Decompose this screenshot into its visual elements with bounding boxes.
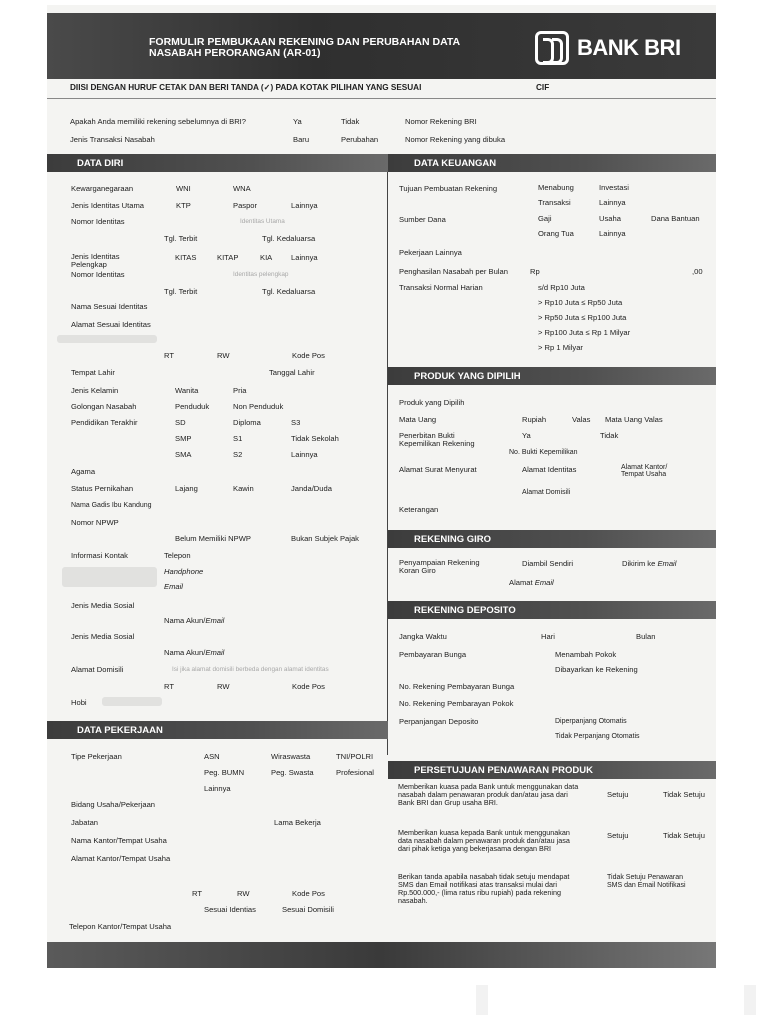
option-janda-duda[interactable]: Janda/Duda — [291, 484, 332, 493]
kode-pos-kantor-label: Kode Pos — [292, 889, 325, 898]
option-setuju-2[interactable]: Setuju — [607, 831, 629, 840]
option-kitap[interactable]: KITAP — [217, 253, 239, 262]
option-usaha[interactable]: Usaha — [599, 214, 621, 223]
option-transaksi-5[interactable]: > Rp 1 Milyar — [538, 343, 583, 352]
section-data-pekerjaan — [47, 721, 388, 739]
sen-label: ,00 — [692, 267, 703, 276]
nama-akun-2-email: Email — [205, 648, 225, 657]
option-penerbitan-ya[interactable]: Ya — [522, 431, 531, 440]
jenis-identitas-pelengkap-line1: Jenis Identitas — [71, 252, 120, 261]
section-title: DATA DIRI — [77, 158, 124, 169]
rt-domisili-label: RT — [164, 682, 174, 691]
has-account-tidak[interactable]: Tidak — [341, 117, 360, 126]
nama-sesuai-identitas-label: Nama Sesuai Identitas — [71, 302, 148, 311]
option-pekerjaan-lainnya[interactable]: Lainnya — [204, 784, 231, 793]
option-diperpanjang[interactable]: Diperpanjang Otomatis — [555, 718, 627, 725]
dikirim-ke-text: Dikirim ke — [622, 559, 658, 568]
nomor-identitas-pelengkap-label: Nomor Identitas — [71, 270, 125, 279]
kewarganegaraan-label: Kewarganegaraan — [71, 184, 134, 193]
penyampaian-label — [399, 559, 480, 575]
alamat-email-text: Email — [534, 578, 554, 587]
column-divider — [387, 155, 388, 755]
pembayaran-bunga-label: Pembayaran Bunga — [399, 650, 467, 659]
section-deposito — [388, 601, 716, 619]
option-paspor[interactable]: Paspor — [233, 201, 258, 210]
penerbitan-line2: Kepemilikan Rekening — [399, 439, 475, 448]
tempat-lahir-label: Tempat Lahir — [71, 368, 115, 377]
section-title: DATA PEKERJAAN — [77, 725, 163, 736]
bri-logo-icon — [535, 31, 569, 65]
jangka-waktu-label: Jangka Waktu — [399, 632, 447, 641]
golongan-nasabah-label: Golongan Nasabah — [71, 402, 137, 411]
tgl-terbit-pelengkap-label: Tgl. Terbit — [164, 287, 198, 296]
sumber-dana-label: Sumber Dana — [399, 215, 446, 224]
option-gaji[interactable]: Gaji — [538, 214, 552, 223]
option-valas[interactable]: Valas — [572, 415, 591, 424]
section-persetujuan — [388, 761, 716, 779]
option-tidak-sekolah[interactable]: Tidak Sekolah — [291, 434, 339, 443]
footer-band — [47, 942, 716, 968]
kode-pos-label: Kode Pos — [292, 351, 325, 360]
alamat-text: Alamat — [509, 578, 535, 587]
identitas-pelengkap-hint: Identitas pelengkap — [233, 271, 289, 278]
penyampaian-line1: Penyampaian Rekening — [399, 558, 480, 567]
kode-pos-domisili-label: Kode Pos — [292, 682, 325, 691]
option-tidak-diperpanjang[interactable]: Tidak Perpanjang Otomatis — [555, 733, 640, 740]
bidang-usaha-label: Bidang Usaha/Pekerjaan — [71, 800, 156, 809]
penerbitan-line1: Penerbitan Bukti — [399, 431, 455, 440]
transaksi-normal-label: Transaksi Normal Harian — [399, 283, 483, 292]
option-kawin[interactable]: Kawin — [233, 484, 254, 493]
mata-uang-label: Mata Uang — [399, 415, 437, 424]
tidak-setuju-notif-line1: Tidak Setuju Penawaran — [607, 874, 684, 881]
option-bukan-subjek-pajak[interactable]: Bukan Subjek Pajak — [291, 534, 359, 543]
option-diambil-sendiri[interactable]: Diambil Sendiri — [522, 559, 574, 568]
option-dana-bantuan[interactable]: Dana Bantuan — [651, 214, 700, 223]
option-sesuai-domisili[interactable]: Sesuai Domisili — [282, 905, 334, 914]
option-menambah-pokok[interactable]: Menambah Pokok — [555, 650, 617, 659]
nama-akun-2-text: Nama Akun/ — [164, 648, 206, 657]
alamat-surat-label: Alamat Surat Menyurat — [399, 465, 477, 474]
option-tidak-setuju-2[interactable]: Tidak Setuju — [663, 831, 705, 840]
rt-kantor-label: RT — [192, 889, 202, 898]
option-wiraswasta[interactable]: Wiraswasta — [271, 752, 311, 761]
header-banner — [47, 13, 716, 79]
section-title: DATA KEUANGAN — [414, 158, 497, 169]
option-rupiah[interactable]: Rupiah — [522, 415, 547, 424]
email-label: Email — [164, 582, 183, 591]
has-account-question: Apakah Anda memiliki rekening sebelumnya di BRI? — [70, 117, 247, 126]
rp-label: Rp — [530, 267, 540, 276]
option-smp[interactable]: SMP — [175, 434, 192, 443]
keterangan-label: Keterangan — [399, 505, 439, 514]
option-peg-bumn[interactable]: Peg. BUMN — [204, 768, 245, 777]
form-title-line1: FORMULIR PEMBUKAAN REKENING DAN PERUBAHAN DATA — [149, 36, 461, 48]
scan-artifact — [744, 985, 756, 1015]
option-asn[interactable]: ASN — [204, 752, 220, 761]
option-transaksi-3[interactable]: > Rp50 Juta ≤ Rp100 Juta — [538, 313, 627, 322]
jabatan-label: Jabatan — [71, 818, 99, 827]
bank-name: BANK BRI — [577, 35, 681, 60]
tipe-pekerjaan-label: Tipe Pekerjaan — [71, 752, 122, 761]
lama-bekerja-label: Lama Bekerja — [274, 818, 321, 827]
agama-label: Agama — [71, 467, 96, 476]
section-title: REKENING DEPOSITO — [414, 605, 516, 616]
bri-logo — [535, 31, 681, 65]
rt-label: RT — [164, 351, 174, 360]
alamat-domisili-hint: Isi jika alamat domisili berbeda dengan alamat identitas — [172, 666, 329, 673]
nama-gadis-ibu-label: Nama Gadis Ibu Kandung — [71, 502, 152, 509]
jenis-media-sosial-2-label: Jenis Media Sosial — [71, 632, 135, 641]
tidak-setuju-notif-line2: SMS dan Email Notifikasi — [607, 882, 686, 889]
option-wanita[interactable]: Wanita — [175, 386, 199, 395]
option-transaksi-4[interactable]: > Rp100 Juta ≤ Rp 1 Milyar — [538, 328, 631, 337]
section-data-keuangan — [388, 154, 716, 172]
status-pernikahan-label: Status Pernikahan — [71, 484, 134, 493]
option-profesional[interactable]: Profesional — [336, 768, 374, 777]
jenis-identitas-utama-label: Jenis Identitas Utama — [71, 201, 145, 210]
handphone-label: Handphone — [164, 567, 204, 576]
option-belum-npwp[interactable]: Belum Memiliki NPWP — [175, 534, 251, 543]
instruction-text: DIISI DENGAN HURUF CETAK DAN BERI TANDA (✓) PADA KOTAK PILIHAN YANG SESUAI — [70, 83, 422, 92]
option-lajang[interactable]: Lajang — [175, 484, 198, 493]
form-title-line2: NASABAH PERORANGAN (AR-01) — [149, 47, 321, 59]
scan-smudge — [62, 567, 157, 587]
jenis-media-sosial-label: Jenis Media Sosial — [71, 601, 135, 610]
option-dikirim-email[interactable] — [622, 559, 676, 568]
option-sma[interactable]: SMA — [175, 450, 192, 459]
hari-label: Hari — [541, 632, 555, 641]
option-tidak-setuju-1[interactable]: Tidak Setuju — [663, 790, 705, 799]
tgl-kedaluarsa-pelengkap-label: Tgl. Kedaluarsa — [262, 287, 316, 296]
option-penduduk[interactable]: Penduduk — [175, 402, 210, 411]
pendidikan-terakhir-label: Pendidikan Terakhir — [71, 418, 138, 427]
telepon-kantor-label: Telepon Kantor/Tempat Usaha — [69, 922, 172, 931]
dikirim-email-text: Email — [657, 559, 677, 568]
option-wni[interactable]: WNI — [176, 184, 191, 193]
option-wna[interactable]: WNA — [233, 184, 251, 193]
mata-uang-valas-label: Mata Uang Valas — [605, 415, 663, 424]
option-diploma[interactable]: Diploma — [233, 418, 261, 427]
option-peg-swasta[interactable]: Peg. Swasta — [271, 768, 314, 777]
option-sesuai-identias[interactable]: Sesuai Identias — [204, 905, 256, 914]
persetujuan-text-2: Memberikan kuasa kepada Bank untuk menggunakan data nasabah dalam penawaran produk dan/atau jasa dari pihak ketiga yang bekerjasama dengan BRI — [398, 828, 570, 853]
cif-label: CIF — [536, 83, 550, 92]
telepon-label: Telepon — [164, 551, 191, 560]
nama-akun-2-label — [164, 648, 224, 657]
scan-smudge — [57, 335, 157, 343]
nomor-identitas-label: Nomor Identitas — [71, 217, 125, 226]
alamat-kantor-label: Alamat Kantor/Tempat Usaha — [71, 854, 171, 863]
penerbitan-label — [399, 432, 475, 448]
rw-domisili-label: RW — [217, 682, 230, 691]
no-rek-bunga-label: No. Rekening Pembayaran Bunga — [399, 682, 515, 691]
identitas-utama-hint: Identitas Utama — [240, 218, 285, 225]
tujuan-label: Tujuan Pembuatan Rekening — [399, 184, 498, 193]
option-transaksi-1[interactable]: s/d Rp10 Juta — [538, 283, 585, 292]
option-alamat-identitas[interactable]: Alamat Identitas — [522, 465, 577, 474]
section-data-diri — [47, 154, 388, 172]
tgl-kedaluarsa-label: Tgl. Kedaluarsa — [262, 234, 316, 243]
rw-label: RW — [217, 351, 230, 360]
option-non-penduduk[interactable]: Non Penduduk — [233, 402, 284, 411]
nama-akun-text: Nama Akun/ — [164, 616, 206, 625]
option-sd[interactable]: SD — [175, 418, 186, 427]
nomor-npwp-label: Nomor NPWP — [71, 518, 119, 527]
option-investasi[interactable]: Investasi — [599, 183, 629, 192]
transaksi-perubahan[interactable]: Perubahan — [341, 135, 379, 144]
option-orang-tua[interactable]: Orang Tua — [538, 229, 574, 238]
option-menabung[interactable]: Menabung — [538, 183, 574, 192]
option-tidak-setuju-notifikasi[interactable] — [607, 874, 686, 890]
scan-artifact — [476, 985, 488, 1015]
option-transaksi-2[interactable]: > Rp10 Juta ≤ Rp50 Juta — [538, 298, 623, 307]
option-penerbitan-tidak[interactable]: Tidak — [600, 431, 619, 440]
bulan-label: Bulan — [636, 632, 656, 641]
section-giro — [388, 530, 716, 548]
option-setuju-1[interactable]: Setuju — [607, 790, 629, 799]
perpanjangan-label: Perpanjangan Deposito — [399, 717, 479, 726]
nama-akun-label — [164, 616, 224, 625]
persetujuan-text-1: Memberikan kuasa pada Bank untuk menggunakan data nasabah dalam penawaran produk dan/atau jasa dari Bank BRI dan Grup usaha BRI. — [398, 782, 579, 807]
produk-dipilih-label: Produk yang Dipilih — [399, 398, 465, 407]
transaksi-baru[interactable]: Baru — [293, 135, 310, 144]
alamat-sesuai-identitas-label: Alamat Sesuai Identitas — [71, 320, 151, 329]
section-title: PRODUK YANG DIPILIH — [414, 371, 521, 382]
scan-smudge — [102, 697, 162, 706]
section-title: PERSETUJUAN PENAWARAN PRODUK — [414, 765, 593, 776]
option-pria[interactable]: Pria — [233, 386, 247, 395]
nomor-rekening-bri-label: Nomor Rekening BRI — [405, 117, 477, 126]
rw-kantor-label: RW — [237, 889, 250, 898]
option-s1[interactable]: S1 — [233, 434, 243, 443]
nama-akun-email: Email — [205, 616, 225, 625]
option-tni-polri[interactable]: TNI/POLRI — [336, 752, 374, 761]
section-title: REKENING GIRO — [414, 534, 492, 545]
no-bukti-label: No. Bukti Kepemilikan — [509, 449, 578, 456]
jenis-identitas-pelengkap-line2: Pelengkap — [71, 260, 107, 269]
option-pendidikan-lainnya[interactable]: Lainnya — [291, 450, 318, 459]
persetujuan-text-3: Berikan tanda apabila nasabah tidak setuju mendapat SMS dan Email notifikasi atas transaksi mulai dari Rp.500.000,- (lima ratus ribu rupiah) pada rekening nasabah. — [398, 872, 570, 905]
has-account-ya[interactable]: Ya — [293, 117, 302, 126]
jenis-transaksi-label: Jenis Transaksi Nasabah — [70, 135, 155, 144]
option-kitas[interactable]: KITAS — [175, 253, 197, 262]
hobi-label: Hobi — [71, 698, 87, 707]
option-s2[interactable]: S2 — [233, 450, 243, 459]
penyampaian-line2: Koran Giro — [399, 566, 436, 575]
nama-kantor-label: Nama Kantor/Tempat Usaha — [71, 836, 167, 845]
alamat-kantor-line2: Tempat Usaha — [621, 471, 667, 478]
option-transaksi[interactable]: Transaksi — [538, 198, 571, 207]
option-identitas-lainnya[interactable]: Lainnya — [291, 201, 318, 210]
divider — [47, 98, 716, 99]
section-produk — [388, 367, 716, 385]
tanggal-lahir-label: Tanggal Lahir — [269, 368, 315, 377]
pekerjaan-lainnya-label: Pekerjaan Lainnya — [399, 248, 462, 257]
option-s3[interactable]: S3 — [291, 418, 301, 427]
jenis-identitas-pelengkap-label — [71, 253, 120, 269]
option-alamat-kantor[interactable] — [621, 464, 667, 478]
nomor-rekening-dibuka-label: Nomor Rekening yang dibuka — [405, 135, 506, 144]
option-pelengkap-lainnya[interactable]: Lainnya — [291, 253, 318, 262]
informasi-kontak-label: Informasi Kontak — [71, 551, 128, 560]
no-rek-pokok-label: No. Rekening Pembarayan Pokok — [399, 699, 514, 708]
option-kia[interactable]: KIA — [260, 253, 273, 262]
option-alamat-domisili[interactable]: Alamat Domisili — [522, 489, 571, 496]
tgl-terbit-label: Tgl. Terbit — [164, 234, 198, 243]
option-sumber-lainnya[interactable]: Lainnya — [599, 229, 626, 238]
jenis-kelamin-label: Jenis Kelamin — [71, 386, 119, 395]
option-tujuan-lainnya[interactable]: Lainnya — [599, 198, 626, 207]
option-dibayarkan-rekening[interactable]: Dibayarkan ke Rekening — [555, 665, 638, 674]
alamat-domisili-label: Alamat Domisili — [71, 665, 124, 674]
option-alamat-email[interactable] — [509, 578, 554, 587]
option-ktp[interactable]: KTP — [176, 201, 191, 210]
form-title — [149, 37, 509, 59]
alamat-kantor-line1: Alamat Kantor/ — [621, 464, 668, 471]
form-page — [47, 5, 716, 968]
penghasilan-label: Penghasilan Nasabah per Bulan — [399, 267, 508, 276]
